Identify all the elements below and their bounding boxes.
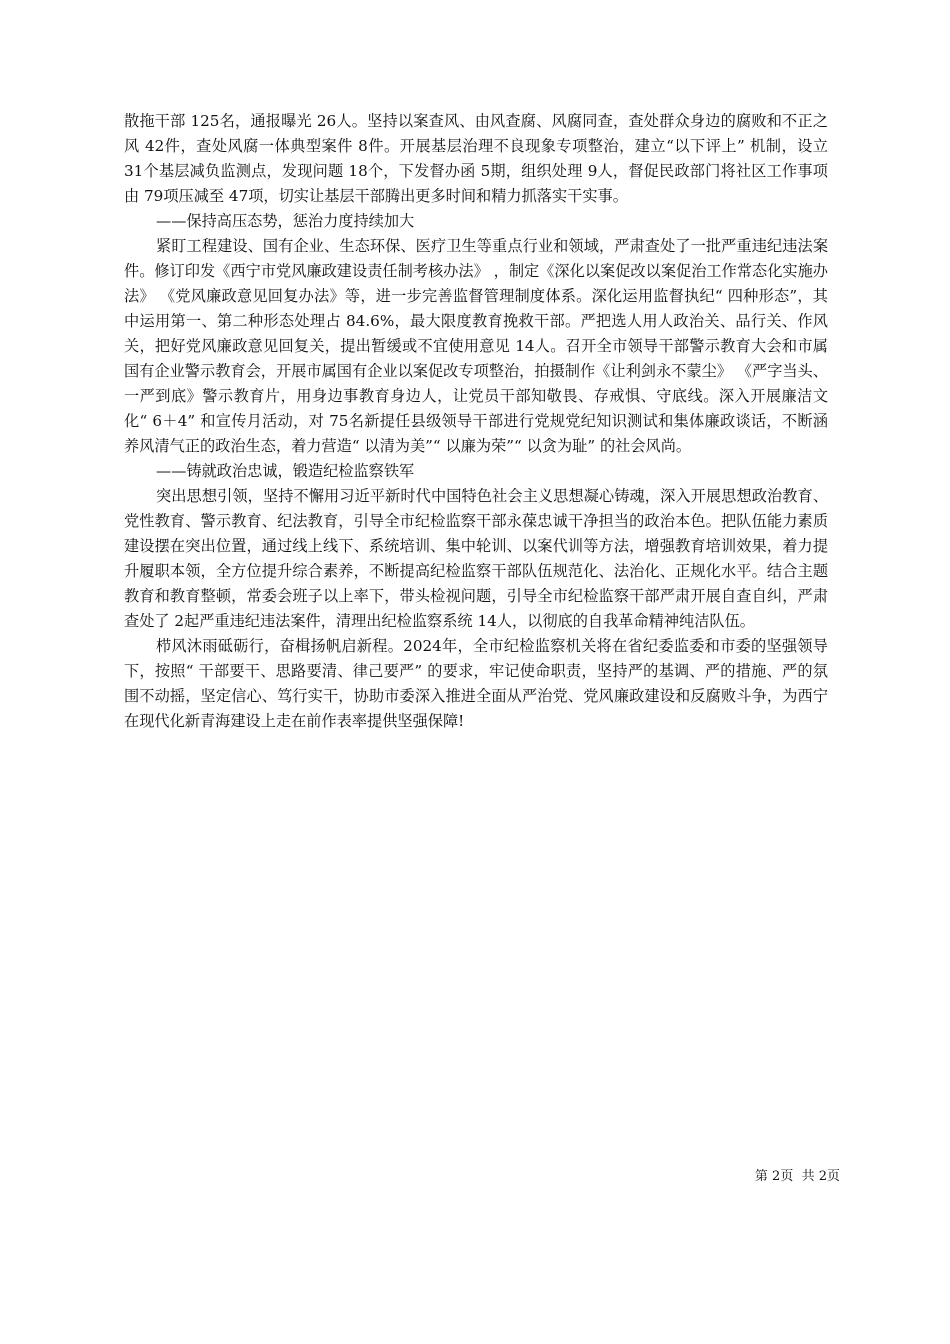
page-footer: 第 2页 共 2页 [754, 1169, 840, 1184]
paragraph-conclusion: 栉风沐雨砥砺行，奋楫扬帆启新程。2024年，全市纪检监察机关将在省纪委监委和市委的坚强领导下，按照“ 干部要干、思路要清、律己要严” 的要求，牢记使命职责，坚持严的基调、严的措施、严的氛围不动摇，坚定信心、笃行实干，协助市委深入推进全面从严治党、党风廉政建设和反腐败斗争，为西宁在现代化新青海建设上走在前作表率提供坚强保障! [124, 637, 828, 730]
section-heading-political-loyalty: ——铸就政治忠诚，锻造纪检监察铁军 [156, 462, 415, 480]
paragraph-high-pressure: 紧盯工程建设、国有企业、生态环保、医疗卫生等重点行业和领域，严肃查处了一批严重违纪违法案件。修订印发《西宁市党风廉政建设责任制考核办法》 ，制定《深化以案促改以案促治工作常态化实施办法》 《党风廉政意见回复办法》等，进一步完善监督管理制度体系。深化运用监督执纪“ 四种形态”，其中运用第一、第二种形态处理占 84.6%，最大限度教育挽救干部。严把选人用人政治关、品行关、作风关，把好党风廉政意见回复关，提出暂缓或不宜使用意见 14人。召开全市领导干部警示教育大会和市属国有企业警示教育会，开展市属国有企业以案促改专项整治，拍摄制作《让利剑永不蒙尘》 《严字当头、一严到底》警示教育片，用身边事教育身边人，让党员干部知敬畏、存戒惧、守底线。深入开展廉洁文化“ 6＋4” 和宣传月活动，对 75名新提任县级领导干部进行党规党纪知识测试和集体廉政谈话，不断涵养风清气正的政治生态，着力营造“ 以清为美”“ 以廉为荣”“ 以贪为耻” 的社会风尚。 [124, 237, 828, 455]
paragraph-continuation: 散拖干部 125名，通报曝光 26人。坚持以案查风、由风查腐、风腐同查，查处群众身边的腐败和不正之风 42件，查处风腐一体典型案件 8件。开展基层治理不良现象专项整治，建立“以下评上” 机制，设立 31个基层减负监测点，发现问题 18个，下发督办函 5期，组织处理 9人，督促民政部门将社区工作事项由 79项压减至 47项，切实让基层干部腾出更多时间和精力抓落实干实事。 [124, 112, 828, 205]
section-heading-high-pressure: ——保持高压态势，惩治力度持续加大 [156, 212, 415, 230]
document-body [124, 109, 828, 734]
paragraph-political-loyalty: 突出思想引领，坚持不懈用习近平新时代中国特色社会主义思想凝心铸魂，深入开展思想政治教育、党性教育、警示教育、纪法教育，引导全市纪检监察干部永葆忠诚干净担当的政治本色。把队伍能力素质建设摆在突出位置，通过线上线下、系统培训、集中轮训、以案代训等方法，增强教育培训效果，着力提升履职本领，全方位提升综合素养，不断提高纪检监察干部队伍规范化、法治化、正规化水平。结合主题教育和教育整顿，常委会班子以上率下，带头检视问题，引导全市纪检监察干部严肃开展自查自纠，严肃查处了 2起严重违纪违法案件，清理出纪检监察系统 14人，以彻底的自我革命精神纯洁队伍。 [124, 487, 828, 630]
